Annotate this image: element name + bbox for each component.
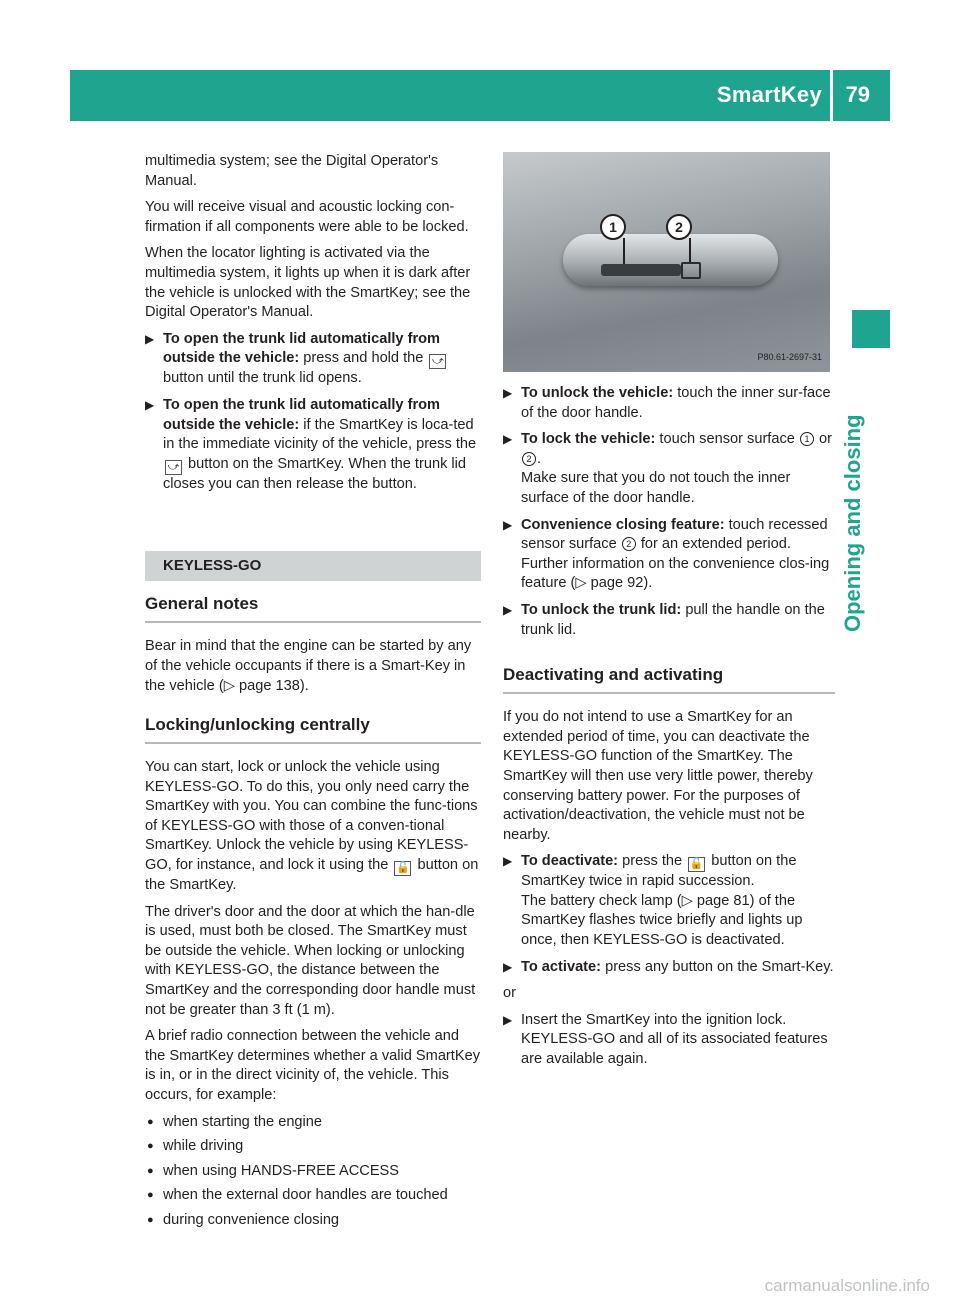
paragraph (145, 758, 481, 896)
text: button on the SmartKey. (145, 857, 479, 894)
step-text: The battery check lamp ( (521, 892, 682, 909)
step-text: press and hold the (299, 350, 428, 367)
step-title: To open the trunk lid automatically from outside the vehicle: (163, 396, 441, 433)
instruction-step (503, 958, 835, 978)
step-title: To unlock the trunk lid: (521, 601, 682, 618)
step-title: To activate: (521, 958, 602, 975)
list-item (145, 1211, 481, 1231)
callout-ref-2: 2 (622, 537, 636, 551)
instruction-step (145, 330, 481, 389)
or-text: or (503, 985, 516, 1002)
text: Bear in mind that the engine can be started by any of the vehicle occupants if there is a Smart-Key in the vehicle ( (145, 638, 472, 694)
trunk-button-icon: ⤻ (165, 460, 182, 475)
paragraph: If you do not intend to use a SmartKey for an extended period of time, you can deactivate the KEYLESS-GO function of the SmartKey. The SmartKey will then use very little power, thereby conserving battery power. For the purposes of activation/deactivation, the vehicle must not be nearby. (503, 709, 813, 843)
list-item (145, 1162, 481, 1182)
step-text: for an extended period. (636, 536, 791, 553)
instruction-step (503, 516, 835, 594)
step-title: Convenience closing feature: (521, 516, 725, 533)
paragraph: A brief radio connection between the vehicle and the SmartKey determines whether a valid SmartKey is in, or in the direct vicinity of, the vehicle. This occurs, for example: (145, 1028, 480, 1103)
bullet-icon: ● (147, 1213, 154, 1226)
callout-1: 1 (600, 214, 626, 240)
step-text: or (814, 431, 832, 448)
step-arrow-icon: ▶ (503, 959, 513, 974)
instruction-step (503, 1011, 835, 1070)
instruction-step (503, 384, 835, 423)
callout-line (689, 238, 691, 262)
step-arrow-icon: ▶ (503, 517, 513, 532)
header-separator (830, 70, 833, 121)
step-text: pull the handle on the trunk lid. (521, 601, 825, 638)
header-title: SmartKey (716, 82, 822, 107)
step-text: touch the inner sur-face of the door handle. (521, 385, 831, 421)
instruction-step (145, 396, 481, 494)
step-text: touch recessed sensor surface (521, 516, 828, 553)
step-arrow-icon: ▶ (503, 432, 513, 447)
left-column (145, 152, 481, 1236)
list-item (145, 1186, 481, 1206)
list-item (145, 1113, 481, 1133)
step-arrow-icon: ▶ (503, 854, 513, 869)
step-arrow-icon: ▶ (145, 397, 155, 412)
callout-2: 2 (666, 214, 692, 240)
step-text: Insert the SmartKey into the ignition lock. (521, 1011, 787, 1028)
list-item-text: during convenience closing (163, 1211, 340, 1228)
paragraph: When the locator lighting is activated via the multimedia system, it lights up when it is dark after the vehicle is unlocked with the SmartKey; see the Digital Operator's Manual. (145, 245, 471, 321)
step-text: if the SmartKey is loca-ted in the immediate vicinity of the vehicle, press the (163, 416, 477, 453)
page-reference[interactable]: page 138 (238, 677, 300, 694)
step-text: . (537, 450, 542, 467)
sensor-surface-2 (681, 262, 701, 279)
step-arrow-icon: ▶ (503, 386, 513, 400)
step-text: ). (643, 575, 653, 592)
door-handle-photo (503, 152, 830, 372)
deactivating-heading: Deactivating and activating (503, 664, 835, 694)
step-title: To deactivate: (521, 853, 619, 870)
text: ). (299, 677, 309, 694)
step-text: Further information on the convenience clos-ing feature ( (521, 555, 830, 592)
general-notes-heading: General notes (145, 593, 481, 623)
page-ref-icon: ▷ (681, 892, 693, 909)
list-item-text: when the external door handles are touched (163, 1187, 448, 1204)
step-text: Make sure that you do not touch the inner surface of the door handle. (521, 470, 791, 506)
step-text: ) of the SmartKey flashes twice briefly and lights up once, then KEYLESS-GO is deactivated. (521, 892, 803, 949)
page-ref-icon: ▷ (575, 575, 587, 592)
locking-heading: Locking/unlocking centrally (145, 714, 481, 744)
step-text: press any button on the Smart-Key. (601, 958, 834, 975)
right-column (503, 152, 835, 1077)
step-text: button on the SmartKey. When the trunk lid closes you can then release the button. (163, 455, 467, 492)
page-number: 79 (845, 82, 870, 107)
step-text: button on the SmartKey twice in rapid succession. (521, 853, 797, 890)
door-handle (563, 234, 778, 286)
step-title: To open the trunk lid automatically from outside the vehicle: (163, 330, 441, 367)
bullet-icon: ● (147, 1164, 154, 1177)
list-item (145, 1137, 481, 1157)
paragraph: The driver's door and the door at which the han-dle is used, must both be closed. The SmartKey must be outside the vehicle. When locking or unlocking with KEYLESS-GO, the distance between the SmartKey and the corresponding door handle must not be greater than 3 ft (1 m). (145, 903, 476, 1018)
bullet-icon: ● (147, 1115, 154, 1128)
paragraph (145, 637, 481, 696)
paragraph: You will receive visual and acoustic locking con-firmation if all components were able to be locked. (145, 199, 469, 235)
text: You can start, lock or unlock the vehicle using KEYLESS-GO. To do this, you only need carry the SmartKey with you. You can combine the func-tions of KEYLESS-GO with those of a conven-tional SmartKey. Unlock the vehicle by using KEYLESS-GO, for instance, and lock it using the (145, 759, 478, 874)
image-code: P80.61-2697-31 (757, 352, 822, 363)
paragraph: multimedia system; see the Digital Operator's Manual. (145, 153, 439, 189)
list-item-text: while driving (163, 1138, 244, 1155)
callout-ref-2: 2 (522, 452, 536, 466)
side-chapter-label: Opening and closing (840, 414, 865, 632)
bullet-icon: ● (147, 1140, 154, 1153)
step-arrow-icon: ▶ (503, 602, 513, 617)
step-text: touch sensor surface (655, 431, 799, 448)
step-text: KEYLESS-GO and all of its associated features are available again. (521, 1031, 828, 1068)
callout-ref-1: 1 (800, 432, 814, 446)
step-text: button until the trunk lid opens. (163, 370, 362, 387)
bullet-icon: ● (147, 1189, 154, 1202)
callout-line (623, 238, 625, 264)
watermark: carmanualsonline.info (764, 1276, 930, 1295)
instruction-step (503, 852, 835, 950)
step-text: press the (618, 853, 687, 870)
list-item-text: when using HANDS-FREE ACCESS (163, 1162, 400, 1179)
sensor-surface-1 (601, 264, 681, 276)
list-item-text: when starting the engine (163, 1113, 323, 1130)
page-ref-icon: ▷ (223, 677, 235, 694)
lock-button-icon: 🔓 (396, 862, 410, 875)
trunk-button-icon: ⤻ (429, 354, 446, 369)
section-title: KEYLESS-GO (145, 551, 481, 581)
page-reference[interactable]: page 81 (696, 892, 750, 909)
page-reference[interactable]: page 92 (590, 575, 644, 592)
instruction-step (503, 601, 835, 640)
header-bar (70, 70, 890, 121)
lock-button-icon: 🔓 (689, 858, 704, 871)
step-arrow-icon: ▶ (145, 331, 155, 346)
step-title: To unlock the vehicle: (521, 385, 674, 401)
step-arrow-icon: ▶ (503, 1012, 513, 1027)
step-title: To lock the vehicle: (521, 431, 656, 448)
instruction-step (503, 430, 835, 508)
